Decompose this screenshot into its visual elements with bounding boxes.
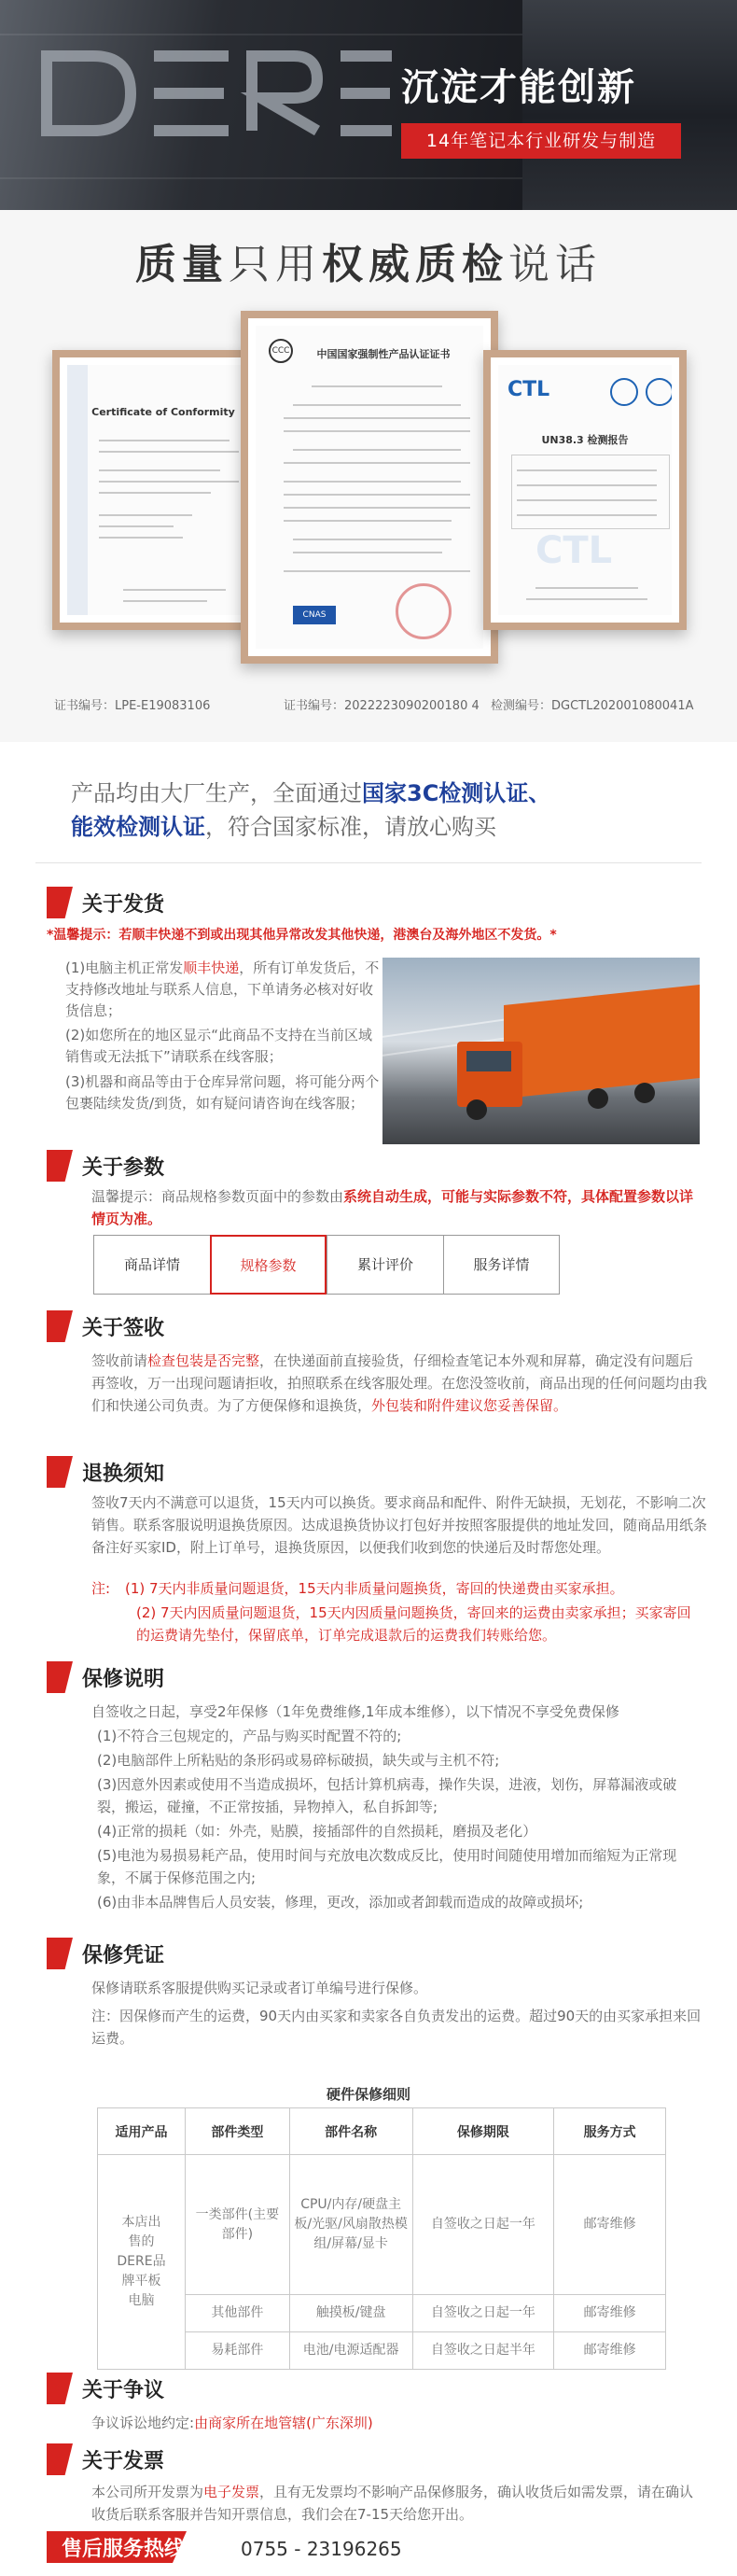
section-heading-shipping: 关于发货: [47, 887, 164, 918]
banner-tagline: 14年笔记本行业研发与制造: [401, 123, 681, 159]
heading-marker-icon: [47, 2443, 73, 2475]
ilac-mark-icon: [610, 378, 638, 406]
certificates-section: [0, 210, 737, 742]
table-cell: CPU/内存/硬盘主板/光驱/风扇散热模组/屏幕/显卡: [289, 2155, 412, 2295]
tab-specifications[interactable]: 规格参数: [210, 1235, 327, 1295]
detail-tabs: [93, 1235, 560, 1295]
returns-note-2: (2) 7天内因质量问题退货，15天内因质量问题换货，寄回来的运费由卖家承担；买家寄回的运费请先垫付，保留底单，订单完成退款后的运费我们转账给您。: [136, 1604, 691, 1644]
heading-marker-icon: [47, 2373, 73, 2404]
warranty-item-2: (2)电脑部件上所粘贴的条形码或易碎标破损，缺失或与主机不符;: [97, 1752, 500, 1769]
tab-service-details[interactable]: 服务详情: [443, 1235, 560, 1295]
section-heading-voucher: 保修凭证: [47, 1938, 164, 1969]
certificate-doc-title: UN38.3 检测报告: [541, 434, 629, 446]
returns-note-label: 注:: [91, 1580, 111, 1597]
table-cell: 邮寄维修: [554, 2332, 666, 2370]
section-heading-dispute: 关于争议: [47, 2373, 164, 2404]
params-notice: 温馨提示：商品规格参数页面中的参数由系统自动生成，可能与实际参数不符，具体配置参数以详情页为准。: [91, 1188, 694, 1227]
heading-marker-icon: [47, 1456, 73, 1488]
quality-intro: 产品均由大厂生产，全面通过国家3C检测认证、 能效检测认证，符合国家标准，请放心购买: [71, 780, 551, 840]
table-cell: 电池/电源适配器: [289, 2332, 412, 2370]
shipping-notice: *温馨提示：若顺丰快递不到或出现其他异常改发其他快递，港澳台及海外地区不发货。*: [47, 928, 557, 943]
warranty-item-5: (5)电池为易损易耗产品，使用时间与充放电次数成反比，使用时间随使用增加而缩短为正常现象，不属于保修范围之内;: [97, 1847, 677, 1886]
voucher-text-2: 注：因保修而产生的运费，90天内由买家和卖家各自负责发出的运费。超过90天的由买家承担来回运费。: [91, 2008, 702, 2047]
table-header-cell: 适用产品: [98, 2108, 186, 2155]
returns-note-1: (1) 7天内非质量问题退货，15天内非质量问题换货，寄回的快递费由买家承担。: [125, 1580, 624, 1597]
shipping-rule-1: (1)电脑主机正常发顺丰快递，所有订单发货后，不支持修改地址与联系人信息，下单请务必核对好收货信息；: [65, 959, 380, 1019]
certificate-frame: [241, 311, 498, 664]
table-cell: 自签收之日起一年: [412, 2155, 554, 2295]
banner-stripe: [0, 177, 522, 179]
section-heading-receipt: 关于签收: [47, 1310, 164, 1342]
table-cell: 自签收之日起半年: [412, 2332, 554, 2370]
certificate-doc-title: Certificate of Conformity: [91, 406, 235, 418]
table-header-cell: 保修期限: [412, 2108, 554, 2155]
table-cell: 易耗部件: [185, 2332, 289, 2370]
ctl-watermark-icon: CTL: [535, 529, 613, 572]
dispute-text: 争议诉讼地约定:由商家所在地管辖(广东深圳): [91, 2415, 373, 2431]
returns-text: 签收7天内不满意可以退货，15天内可以换货。要求商品和配件、附件无缺损，无划花，不影响二次销售。联系客服说明退换货原因。达成退换货协议打包好并按照客服提供的地址发回，随商品用纸条备注好买家ID，附上订单号，退换货原因，以便我们收到您的快递后及时帮您处理。: [91, 1494, 708, 1556]
truck-trailer: [504, 985, 700, 1099]
certificate-frame: [52, 350, 256, 630]
warranty-item-6: (6)由非本品牌售后人员安装，修理，更改，添加或者卸载而造成的故障或损坏;: [97, 1894, 584, 1911]
section-heading-hotline: 售后服务热线: [47, 2531, 233, 2563]
shipping-rule-2: (2)如您所在的地区显示“此商品不支持在当前区域销售或无法抵下”请联系在线客服；: [65, 1027, 373, 1065]
certificates-title: 质量只用权威质检说话: [135, 241, 602, 288]
section-heading-params: 关于参数: [47, 1150, 164, 1182]
heading-marker-icon: [47, 1310, 73, 1342]
table-header-row: [98, 2108, 666, 2155]
table-header-cell: 服务方式: [554, 2108, 666, 2155]
table-cell: 一类部件(主要部件): [185, 2155, 289, 2295]
certificate-caption: 检测编号：DGCTL202001080041A: [491, 699, 694, 713]
delivery-truck-image: [382, 958, 700, 1144]
hotline-number: 0755 - 23196265: [241, 2538, 402, 2560]
receipt-text: 签收前请检查包装是否完整，在快递面前直接验货，仔细检查笔记本外观和屏幕，确定没有问题后再签收，万一出现问题请拒收，拍照联系在线客服处理。在您没签收前，商品出现的任何问题均由我们和快递公司负责。为了方便保修和退换货，外包装和附件建议您妥善保留。: [91, 1352, 708, 1414]
certificate-caption: 证书编号：2022223090200180 4: [284, 699, 480, 713]
heading-marker-icon: [47, 887, 73, 918]
banner-slogan: 沉淀才能创新: [401, 66, 636, 109]
warranty-item-1: (1)不符合三包规定的，产品与购买时配置不符的;: [97, 1728, 402, 1744]
warranty-table-title: 硬件保修细则: [326, 2086, 410, 2103]
warranty-item-4: (4)正常的损耗（如：外壳，贴膜，接插部件的自然损耗，磨损及老化）: [97, 1823, 537, 1840]
table-cell: 邮寄维修: [554, 2155, 666, 2295]
warranty-intro: 自签收之日起，享受2年保修（1年免费维修,1年成本维修），以下情况不享受免费保修: [91, 1703, 619, 1720]
cnas-mark-icon: [646, 378, 672, 406]
ctl-logo-icon: CTL: [508, 378, 550, 401]
ccc-mark-icon: CCC: [269, 339, 293, 363]
heading-marker-icon: [47, 1661, 73, 1693]
certificate-frame: [483, 350, 687, 630]
table-cell: 自签收之日起一年: [412, 2295, 554, 2332]
invoice-text: 本公司所开发票为电子发票，且有无发票均不影响产品保修服务，确认收货后如需发票，请在确认收货后联系客服并告知开票信息，我们会在7-15天给您开出。: [91, 2484, 694, 2523]
table-cell-product: 本店出售的DERE品牌平板电脑: [98, 2155, 186, 2370]
section-heading-warranty: 保修说明: [47, 1661, 164, 1693]
section-heading-returns: 退换须知: [47, 1456, 164, 1488]
table-row: [98, 2155, 666, 2295]
voucher-text-1: 保修请联系客服提供购买记录或者订单编号进行保修。: [91, 1980, 428, 1996]
table-cell: 邮寄维修: [554, 2295, 666, 2332]
certificate-doc-title: 中国国家强制性产品认证证书: [316, 348, 451, 360]
table-header-cell: 部件名称: [289, 2108, 412, 2155]
divider: [35, 862, 702, 863]
cnas-logo-icon: CNAS: [293, 606, 336, 624]
tab-product-details[interactable]: 商品详情: [93, 1235, 210, 1295]
section-heading-invoice: 关于发票: [47, 2443, 164, 2475]
heading-marker-icon: [47, 1150, 73, 1182]
dere-logo: [37, 37, 392, 149]
warranty-item-3: (3)因意外因素或使用不当造成损坏，包括计算机病毒，操作失误，进液，划伤，屏幕漏液或破裂，搬运，碰撞，不正常按插，异物掉入，私自拆卸等;: [97, 1776, 677, 1815]
report-table: [511, 455, 670, 529]
table-cell: 触摸板/键盘: [289, 2295, 412, 2332]
certificate-caption: 证书编号：LPE-E19083106: [54, 699, 211, 713]
header-banner: [0, 0, 737, 210]
banner-stripe: [0, 34, 522, 35]
tab-reviews[interactable]: 累计评价: [327, 1235, 443, 1295]
red-seal-icon: [396, 583, 452, 639]
table-cell: 其他部件: [185, 2295, 289, 2332]
certificate-border-strip: [67, 365, 88, 615]
heading-marker-icon: [47, 1938, 73, 1969]
shipping-rule-3: (3)机器和商品等由于仓库异常问题，将可能分两个包裹陆续发货/到货，如有疑问请咨询在线客服；: [65, 1073, 380, 1112]
warranty-table: [97, 2107, 666, 2370]
table-header-cell: 部件类型: [185, 2108, 289, 2155]
